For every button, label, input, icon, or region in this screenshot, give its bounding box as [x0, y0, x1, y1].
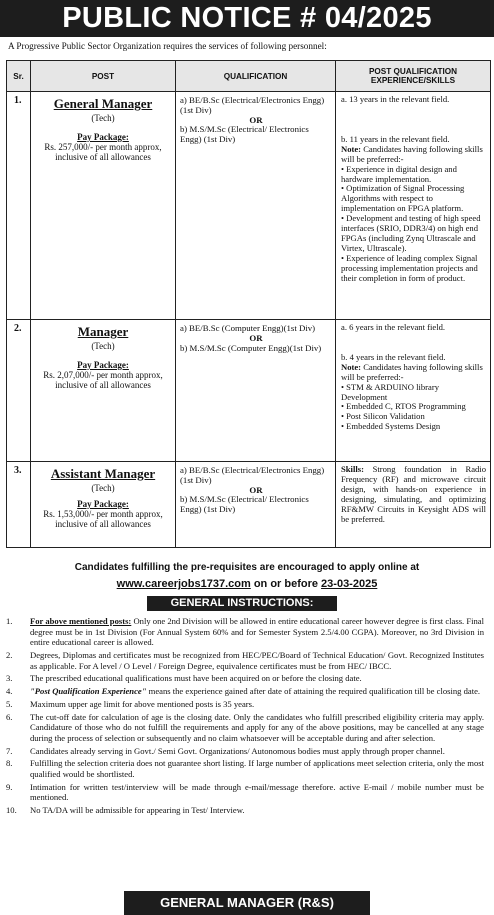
experience-a: a. 13 years in the relevant field.: [341, 94, 450, 104]
qualification-b: b) M.S/M.Sc (Electrical/ Electronics Engg) (1st Div): [180, 124, 309, 145]
row-sr: 3.: [7, 462, 31, 548]
experience-b: b. 4 years in the relevant field.: [341, 351, 446, 362]
list-item: [6, 650, 484, 671]
post-subtitle: (Tech): [91, 483, 115, 493]
skill-item: • Experience of leading complex Signal processing implementation projects and their completion in form of product.: [341, 252, 478, 283]
item-number: 10.: [6, 805, 17, 816]
or-label: OR: [249, 114, 263, 125]
skill-item: • Embedded C, RTOS Programming: [341, 401, 466, 412]
post-subtitle: (Tech): [91, 341, 115, 351]
experience-b: b. 11 years in the relevant field.: [341, 133, 450, 144]
row-sr: 2.: [7, 320, 31, 462]
qualification-a: a) BE/B.Sc (Computer Engg)(1st Div): [180, 323, 316, 333]
footer-signatory: GENERAL MANAGER (R&S): [124, 891, 370, 915]
experience-cell: [336, 462, 491, 548]
item-text: Fulfilling the selection criteria does not guarantee short listing. If large number of applications meet selection criteria, only the most qualified would be shortlisted.: [30, 758, 484, 780]
qualification-cell: [176, 320, 336, 462]
header-post: POST: [31, 61, 176, 92]
or-label: OR: [249, 484, 263, 495]
row-sr: 1.: [7, 92, 31, 320]
qualification-b: b) M.S/M.Sc (Computer Engg)(1st Div): [180, 342, 322, 353]
skill-item: • Optimization of Signal Processing Algorithms with respect to implementation on FPGA platform.: [341, 183, 465, 214]
skill-item: • STM & ARDUINO library Development: [341, 381, 440, 402]
post-title: Assistant Manager: [50, 466, 156, 481]
experience-cell: [336, 92, 491, 320]
item-text: The cut-off date for calculation of age is the closing date. Only the candidates who fulfill prescribed eligibility criteria may apply. Candidature of those who do not fulfill the requirements and apply for any of the above positions, may be cancelled at any stage during the process of selection or subsequently and no claim whatsoever will be acceptable during and after selection.: [30, 711, 484, 743]
pay-label: Pay Package:: [77, 132, 129, 142]
item-text: Degrees, Diplomas and certificates must be recognized from HEC/PEC/Board of Technical Education/ Govt. Recognized Institutes as applicable. For A level / O Level / Foreign Degree, equivalence certificates must be from HEC/ IBCC.: [30, 649, 484, 671]
header-experience: POST QUALIFICATION EXPERIENCE/SKILLS: [336, 61, 491, 92]
pay-text: Rs. 2,07,000/- per month approx, inclusive of all allowances: [43, 370, 163, 390]
list-item: [6, 758, 484, 779]
item-text: No TA/DA will be admissible for appearing in Test/ Interview.: [30, 805, 245, 816]
qualification-cell: [176, 92, 336, 320]
positions-table: [6, 60, 491, 548]
item-number: 1.: [6, 616, 13, 626]
or-label: OR: [249, 332, 263, 343]
item-number: 6.: [6, 711, 13, 722]
post-subtitle: (Tech): [91, 113, 115, 123]
pay-label: Pay Package:: [77, 360, 129, 370]
apply-line: Candidates fulfilling the pre-requisites are encouraged to apply online at: [74, 562, 420, 573]
item-number: 4.: [6, 686, 13, 697]
list-item: [6, 673, 484, 684]
post-title: General Manager: [53, 96, 153, 111]
pay-text: Rs. 1,53,000/- per month approx, inclusive of all allowances: [43, 509, 163, 529]
experience-a: a. 6 years in the relevant field.: [341, 322, 446, 332]
item-text: Candidates already serving in Govt./ Semi Govt. Organizations/ Autonomous bodies must apply through proper channel.: [30, 745, 445, 756]
post-cell: [31, 92, 176, 320]
qualification-cell: [176, 462, 336, 548]
post-cell: [31, 320, 176, 462]
table-row: [7, 92, 491, 320]
table-row: [7, 462, 491, 548]
item-number: 3.: [6, 673, 13, 684]
notice-banner: PUBLIC NOTICE # 04/2025: [0, 0, 494, 37]
post-cell: [31, 462, 176, 548]
item-number: 2.: [6, 649, 13, 660]
note: [341, 363, 486, 383]
apply-deadline-date: 23-03-2025: [321, 578, 378, 590]
item-number: 7.: [6, 745, 13, 756]
header-qualification: QUALIFICATION: [176, 61, 336, 92]
skills-text: Strong foundation in Radio Frequency (RF) and microwave circuit design, with hands-on experience in designing, simulating, and optimizing RF&MW Circuits in Keysight ADS will be preferred.: [341, 464, 486, 524]
item-number: 9.: [6, 781, 13, 792]
skills-label: Skills:: [341, 464, 364, 474]
intro-text: A Progressive Public Sector Organization requires the services of following personnel:: [8, 41, 327, 51]
apply-url-link[interactable]: www.careerjobs1737.com: [116, 578, 251, 590]
pay-label: Pay Package:: [77, 499, 129, 509]
item-text: Only one 2nd Division will be allowed in entire educational career however degree is first class. Final degree must be in 1st Division (For Annual System 60% and for Semester System 2.5/4.00 CGPA). Moreover, no 3rd Division in entire educational career is allowed.: [30, 616, 485, 648]
table-row: [7, 320, 491, 462]
qualification-a: a) BE/B.Sc (Electrical/Electronics Engg) (1st Div): [180, 95, 325, 115]
list-item: [6, 782, 484, 803]
note-text: Candidates having following skills will be preferred:-: [341, 143, 483, 164]
instructions-list: [6, 616, 484, 818]
item-number: 8.: [6, 758, 13, 769]
item-lead: For above mentioned posts:: [30, 616, 132, 626]
item-text: Maximum upper age limit for above mentioned posts is 35 years.: [30, 698, 255, 709]
skill-item: • Development and testing of high speed interfaces (SRIO, DDR3/4) on high end FPGAs (including Zynq Ultrascale and Virtex, Ultrascale).: [341, 213, 481, 253]
note-text: Candidates having following skills will be preferred:-: [341, 361, 483, 382]
item-text: means the experience gained after date of attaining the required qualification till be closing date.: [146, 686, 481, 697]
list-item: [6, 699, 484, 710]
list-item: [6, 686, 484, 697]
general-instructions-heading: GENERAL INSTRUCTIONS:: [147, 596, 337, 611]
item-text: The prescribed educational qualifications must have been acquired on or before the closing date.: [30, 673, 362, 684]
experience-cell: [336, 320, 491, 462]
header-sr: Sr.: [7, 61, 31, 92]
skill-item: • Experience in digital design and hardware implementation.: [341, 163, 457, 184]
list-item: [6, 746, 484, 757]
note: [341, 145, 486, 165]
item-text: Intimation for written test/interview will be made through e-mail/message therefore. active E-mail / mobile number must be mentioned.: [30, 781, 484, 803]
apply-mid-text: on or before: [250, 578, 322, 590]
list-item: [6, 616, 484, 648]
skills-paragraph: [341, 465, 486, 524]
table-header-row: [7, 61, 491, 92]
apply-deadline-line: [0, 578, 494, 590]
pay-text: Rs. 257,000/- per month approx, inclusive of all allowances: [44, 142, 162, 162]
item-lead: "Post Qualification Experience": [30, 686, 147, 697]
note-label: Note:: [341, 143, 362, 154]
post-title: Manager: [77, 324, 129, 339]
item-number: 5.: [6, 698, 13, 709]
qualification-b: b) M.S/M.Sc (Electrical/ Electronics Engg) (1st Div): [180, 494, 309, 515]
note-label: Note:: [341, 361, 362, 372]
qualification-a: a) BE/B.Sc (Electrical/Electronics Engg) (1st Div): [180, 465, 325, 485]
skill-item: • Post Silicon Validation: [341, 411, 425, 422]
list-item: [6, 712, 484, 744]
list-item: [6, 805, 484, 816]
skill-item: • Embedded Systems Design: [341, 421, 441, 432]
